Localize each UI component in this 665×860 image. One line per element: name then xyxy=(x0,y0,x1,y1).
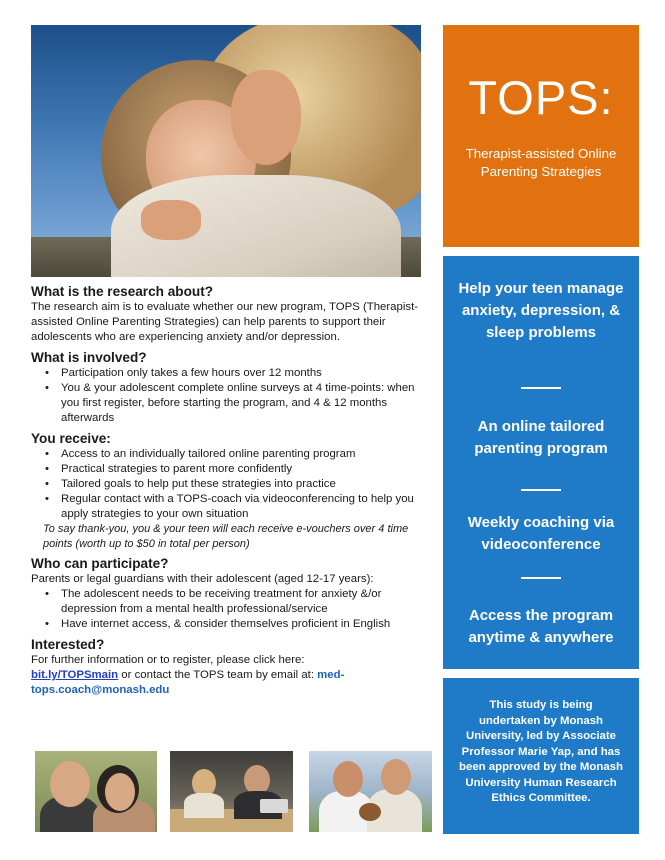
receive-list xyxy=(31,447,431,522)
title-box xyxy=(443,25,639,247)
info-item-help-teen: Help your teen manage anxiety, depression, & sleep problems xyxy=(458,280,624,341)
list-item: • Tailored goals to help put these strategies into practice xyxy=(43,477,431,492)
info-item-weekly-coaching: Weekly coaching via videoconference xyxy=(467,514,615,553)
research-body: The research aim is to evaluate whether our new program, TOPS (Therapist-assisted Online Parenting Strategies) can help parents to support their adolescents who are experiencing anxiety and/or depression. xyxy=(31,301,419,343)
email-link[interactable]: med-tops.coach@monash.edu xyxy=(31,669,345,696)
ethics-statement: This study is being undertaken by Monash University, led by Associate Professor Marie Yap, and has been approved by the Monash University Human Research Ethics Committee. xyxy=(459,699,623,804)
main-content xyxy=(31,283,431,701)
ethics-box xyxy=(443,678,639,834)
list-item: • Access to an individually tailored online parenting program xyxy=(43,447,431,462)
photo-laptop xyxy=(260,799,288,813)
photo-baseball-glove xyxy=(359,803,381,821)
photo-person-face xyxy=(50,761,90,807)
interested-line: For further information or to register, please click here: xyxy=(31,654,305,666)
research-heading: What is the research about? xyxy=(31,284,214,299)
photo-parent-teen-laptop xyxy=(170,751,293,832)
photo-person-face xyxy=(105,773,135,811)
photo-person-body xyxy=(184,793,224,818)
thank-you-note: To say thank-you, you & your teen will each receive e-vouchers over 4 time points (worth up to $50 in total per person) xyxy=(43,523,409,550)
section-research xyxy=(31,283,431,345)
section-participate xyxy=(31,555,431,632)
participate-list xyxy=(31,587,431,632)
divider xyxy=(521,387,561,389)
interested-contact xyxy=(31,668,431,698)
involved-list xyxy=(31,366,431,426)
info-box xyxy=(443,256,639,669)
participate-intro: Parents or legal guardians with their adolescent (aged 12-17 years): xyxy=(31,573,374,585)
list-item: • You & your adolescent complete online surveys at 4 time-points: when you first register, before starting the program, and 4 & 12 months afterwards xyxy=(43,381,431,426)
photo-mother-son xyxy=(35,751,157,832)
section-interested xyxy=(31,636,431,698)
section-involved xyxy=(31,349,431,426)
contact-text: or contact the TOPS team by email at: xyxy=(118,669,318,681)
photo-person-face xyxy=(381,759,411,795)
divider xyxy=(521,489,561,491)
section-receive xyxy=(31,430,431,552)
hero-photo-mother-daughter xyxy=(31,25,421,277)
involved-heading: What is involved? xyxy=(31,350,147,365)
info-item-online-program: An online tailored parenting program xyxy=(474,418,608,457)
hero-mother-face xyxy=(231,70,301,165)
hero-hand xyxy=(141,200,201,240)
info-item-access-anytime: Access the program anytime & anywhere xyxy=(468,607,614,646)
list-item: • Participation only takes a few hours over 12 months xyxy=(43,366,431,381)
page-subtitle: Therapist-assisted Online Parenting Strategies xyxy=(465,146,617,179)
list-item: • Have internet access, & consider themselves proficient in English xyxy=(43,617,431,632)
page-title: TOPS: xyxy=(468,71,614,124)
list-item: • Practical strategies to parent more confidently xyxy=(43,462,431,477)
list-item: • The adolescent needs to be receiving treatment for anxiety &/or depression from a mental health professional/service xyxy=(43,587,431,617)
interested-heading: Interested? xyxy=(31,637,105,652)
register-link[interactable]: bit.ly/TOPSmain xyxy=(31,669,119,681)
photo-person-face xyxy=(333,761,363,797)
photo-father-son-outdoors xyxy=(309,751,432,832)
divider xyxy=(521,577,561,579)
receive-heading: You receive: xyxy=(31,431,111,446)
participate-heading: Who can participate? xyxy=(31,556,169,571)
list-item: • Regular contact with a TOPS-coach via videoconferencing to help you apply strategies to your own situation xyxy=(43,492,431,522)
